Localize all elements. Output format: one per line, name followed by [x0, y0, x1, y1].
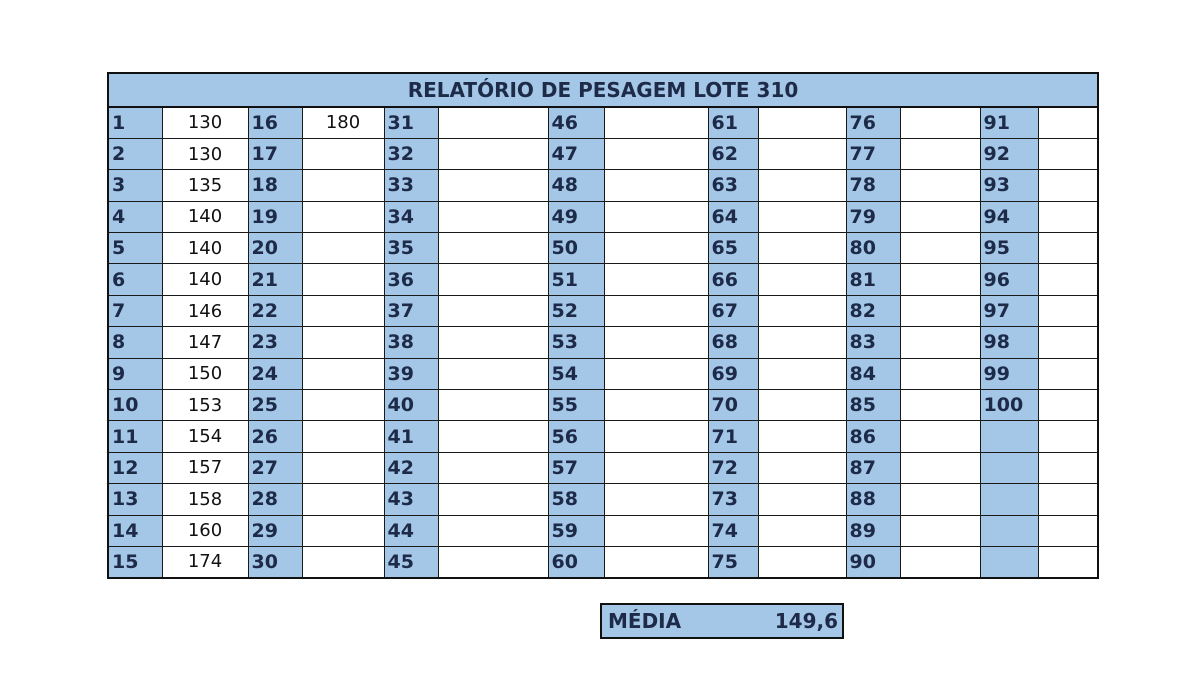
entry-weight [302, 170, 384, 201]
weighing-table [107, 72, 1099, 579]
entry-number: 3 [108, 170, 162, 201]
entry-number: 11 [108, 421, 162, 452]
entry-weight [604, 107, 708, 138]
entry-number: 99 [980, 358, 1038, 389]
entry-weight [604, 358, 708, 389]
entry-number: 30 [248, 546, 302, 577]
entry-weight [758, 452, 846, 483]
entry-weight [1038, 327, 1098, 358]
entry-weight [1038, 295, 1098, 326]
entry-weight [1038, 390, 1098, 421]
entry-weight [604, 546, 708, 577]
entry-weight [604, 452, 708, 483]
entry-weight [758, 264, 846, 295]
entry-number: 9 [108, 358, 162, 389]
entry-number: 64 [708, 201, 758, 232]
entry-number: 38 [384, 327, 438, 358]
entry-weight [758, 327, 846, 358]
entry-weight [302, 358, 384, 389]
entry-number: 72 [708, 452, 758, 483]
entry-weight: 160 [162, 515, 248, 546]
entry-number: 47 [548, 138, 604, 169]
entry-weight [438, 421, 548, 452]
table-row [108, 170, 1098, 201]
entry-number: 74 [708, 515, 758, 546]
entry-number: 62 [708, 138, 758, 169]
entry-number: 58 [548, 484, 604, 515]
entry-weight: 140 [162, 264, 248, 295]
entry-number: 78 [846, 170, 900, 201]
entry-number: 18 [248, 170, 302, 201]
entry-number: 80 [846, 233, 900, 264]
entry-weight: 146 [162, 295, 248, 326]
entry-weight [758, 390, 846, 421]
entry-number: 14 [108, 515, 162, 546]
entry-weight [758, 546, 846, 577]
entry-number: 44 [384, 515, 438, 546]
entry-number: 10 [108, 390, 162, 421]
entry-weight [604, 484, 708, 515]
entry-weight [438, 515, 548, 546]
entry-number: 55 [548, 390, 604, 421]
entry-weight [1038, 484, 1098, 515]
entry-weight [438, 138, 548, 169]
entry-weight [758, 233, 846, 264]
entry-weight [758, 138, 846, 169]
entry-weight [438, 170, 548, 201]
entry-weight [758, 358, 846, 389]
entry-number: 69 [708, 358, 758, 389]
entry-weight [302, 421, 384, 452]
entry-number: 94 [980, 201, 1038, 232]
title-row [108, 73, 1098, 107]
entry-number: 89 [846, 515, 900, 546]
entry-weight [1038, 201, 1098, 232]
entry-weight [900, 107, 980, 138]
entry-weight [1038, 452, 1098, 483]
entry-number: 87 [846, 452, 900, 483]
entry-number: 76 [846, 107, 900, 138]
entry-weight [438, 295, 548, 326]
entry-weight [604, 264, 708, 295]
table-row [108, 201, 1098, 232]
entry-weight [604, 327, 708, 358]
entry-number: 19 [248, 201, 302, 232]
table-row [108, 421, 1098, 452]
entry-number: 23 [248, 327, 302, 358]
entry-number: 63 [708, 170, 758, 201]
entry-number [980, 546, 1038, 577]
entry-weight [438, 452, 548, 483]
report-title: RELATÓRIO DE PESAGEM LOTE 310 [108, 73, 1098, 107]
entry-weight: 130 [162, 138, 248, 169]
entry-number: 28 [248, 484, 302, 515]
entry-number: 17 [248, 138, 302, 169]
entry-weight [1038, 107, 1098, 138]
entry-number: 5 [108, 233, 162, 264]
entry-weight [438, 358, 548, 389]
entry-number: 60 [548, 546, 604, 577]
table-row [108, 264, 1098, 295]
entry-weight [1038, 138, 1098, 169]
entry-number: 93 [980, 170, 1038, 201]
entry-number: 59 [548, 515, 604, 546]
entry-number: 68 [708, 327, 758, 358]
entry-number: 20 [248, 233, 302, 264]
entry-weight [900, 264, 980, 295]
entry-number: 15 [108, 546, 162, 577]
entry-number: 35 [384, 233, 438, 264]
entry-number: 51 [548, 264, 604, 295]
entry-number: 49 [548, 201, 604, 232]
entry-weight [438, 484, 548, 515]
table-row [108, 390, 1098, 421]
entry-number: 12 [108, 452, 162, 483]
entry-weight [438, 327, 548, 358]
entry-weight [900, 390, 980, 421]
entry-weight [302, 201, 384, 232]
entry-weight [1038, 421, 1098, 452]
entry-number: 2 [108, 138, 162, 169]
entry-weight [758, 170, 846, 201]
entry-number: 24 [248, 358, 302, 389]
entry-number: 4 [108, 201, 162, 232]
entry-weight: 158 [162, 484, 248, 515]
entry-number: 16 [248, 107, 302, 138]
entry-weight [900, 327, 980, 358]
entry-weight [1038, 358, 1098, 389]
entry-number: 85 [846, 390, 900, 421]
entry-weight: 140 [162, 233, 248, 264]
entry-weight [302, 546, 384, 577]
entry-number: 77 [846, 138, 900, 169]
entry-number: 41 [384, 421, 438, 452]
table-row [108, 327, 1098, 358]
entry-weight [758, 107, 846, 138]
entry-weight [604, 233, 708, 264]
entry-number: 34 [384, 201, 438, 232]
table-row [108, 107, 1098, 138]
entry-number: 27 [248, 452, 302, 483]
entry-number: 32 [384, 138, 438, 169]
entry-number [980, 452, 1038, 483]
entry-weight [438, 390, 548, 421]
entry-number [980, 515, 1038, 546]
entry-number: 48 [548, 170, 604, 201]
entry-weight [1038, 233, 1098, 264]
entry-weight [438, 264, 548, 295]
entry-weight [900, 295, 980, 326]
entry-number: 40 [384, 390, 438, 421]
entry-weight [604, 170, 708, 201]
entry-number [980, 421, 1038, 452]
entry-number: 95 [980, 233, 1038, 264]
entry-number: 26 [248, 421, 302, 452]
entry-weight: 130 [162, 107, 248, 138]
entry-weight [758, 421, 846, 452]
entry-number: 56 [548, 421, 604, 452]
entry-number: 79 [846, 201, 900, 232]
table-row [108, 233, 1098, 264]
entry-weight: 135 [162, 170, 248, 201]
entry-number: 7 [108, 295, 162, 326]
entry-number: 70 [708, 390, 758, 421]
entry-number: 97 [980, 295, 1038, 326]
entry-number: 65 [708, 233, 758, 264]
entry-weight [302, 484, 384, 515]
entry-number: 54 [548, 358, 604, 389]
entry-weight [604, 295, 708, 326]
entry-number: 37 [384, 295, 438, 326]
entry-weight [900, 484, 980, 515]
average-summary [600, 603, 844, 639]
entry-number: 46 [548, 107, 604, 138]
entry-number: 73 [708, 484, 758, 515]
entry-number: 82 [846, 295, 900, 326]
entry-weight [302, 390, 384, 421]
entry-number: 1 [108, 107, 162, 138]
entry-weight [758, 201, 846, 232]
table-row [108, 452, 1098, 483]
entry-number: 39 [384, 358, 438, 389]
entry-weight [758, 515, 846, 546]
entry-weight [302, 233, 384, 264]
entry-number: 86 [846, 421, 900, 452]
entry-number: 6 [108, 264, 162, 295]
entry-number: 92 [980, 138, 1038, 169]
entry-weight [758, 484, 846, 515]
entry-number: 96 [980, 264, 1038, 295]
table-row [108, 484, 1098, 515]
entry-weight [900, 201, 980, 232]
entry-number: 98 [980, 327, 1038, 358]
entry-number: 8 [108, 327, 162, 358]
entry-weight [302, 264, 384, 295]
entry-weight [900, 421, 980, 452]
entry-weight [302, 327, 384, 358]
entry-number: 75 [708, 546, 758, 577]
entry-number: 71 [708, 421, 758, 452]
entry-weight [900, 358, 980, 389]
entry-weight: 147 [162, 327, 248, 358]
entry-weight [900, 452, 980, 483]
entry-weight: 150 [162, 358, 248, 389]
entry-weight [302, 295, 384, 326]
weighing-report-sheet [107, 72, 1099, 579]
entry-number: 91 [980, 107, 1038, 138]
table-row [108, 138, 1098, 169]
entry-weight [302, 452, 384, 483]
table-row [108, 295, 1098, 326]
average-value: 149,6 [774, 609, 838, 633]
entry-number: 88 [846, 484, 900, 515]
entry-number: 52 [548, 295, 604, 326]
entry-weight: 153 [162, 390, 248, 421]
entry-number: 84 [846, 358, 900, 389]
entry-weight [438, 107, 548, 138]
entry-number: 25 [248, 390, 302, 421]
entry-number [980, 484, 1038, 515]
entry-weight: 140 [162, 201, 248, 232]
entry-weight [900, 138, 980, 169]
entry-weight [1038, 515, 1098, 546]
entry-weight: 180 [302, 107, 384, 138]
table-row [108, 358, 1098, 389]
entry-weight: 154 [162, 421, 248, 452]
entry-weight [900, 170, 980, 201]
entry-weight [1038, 264, 1098, 295]
entry-number: 83 [846, 327, 900, 358]
entry-weight [900, 515, 980, 546]
table-row [108, 515, 1098, 546]
entry-number: 61 [708, 107, 758, 138]
entry-weight [604, 390, 708, 421]
entry-number: 31 [384, 107, 438, 138]
entry-number: 53 [548, 327, 604, 358]
entry-weight [1038, 546, 1098, 577]
entry-number: 33 [384, 170, 438, 201]
entry-number: 36 [384, 264, 438, 295]
entry-number: 29 [248, 515, 302, 546]
entry-weight [438, 546, 548, 577]
entry-number: 45 [384, 546, 438, 577]
entry-weight [604, 515, 708, 546]
entry-number: 21 [248, 264, 302, 295]
entry-number: 22 [248, 295, 302, 326]
entry-weight [900, 546, 980, 577]
entry-weight [438, 201, 548, 232]
entry-number: 50 [548, 233, 604, 264]
entry-weight [604, 201, 708, 232]
entry-weight [604, 138, 708, 169]
table-row [108, 546, 1098, 577]
entry-number: 81 [846, 264, 900, 295]
entry-number: 13 [108, 484, 162, 515]
entry-number: 100 [980, 390, 1038, 421]
entry-number: 90 [846, 546, 900, 577]
entry-weight [438, 233, 548, 264]
entry-weight [302, 515, 384, 546]
entry-weight [302, 138, 384, 169]
entry-weight [1038, 170, 1098, 201]
average-label: MÉDIA [608, 609, 682, 633]
entry-weight [900, 233, 980, 264]
entry-number: 43 [384, 484, 438, 515]
entry-number: 57 [548, 452, 604, 483]
entry-weight [604, 421, 708, 452]
entry-number: 66 [708, 264, 758, 295]
entry-number: 67 [708, 295, 758, 326]
entry-number: 42 [384, 452, 438, 483]
entry-weight: 157 [162, 452, 248, 483]
entry-weight [758, 295, 846, 326]
entry-weight: 174 [162, 546, 248, 577]
